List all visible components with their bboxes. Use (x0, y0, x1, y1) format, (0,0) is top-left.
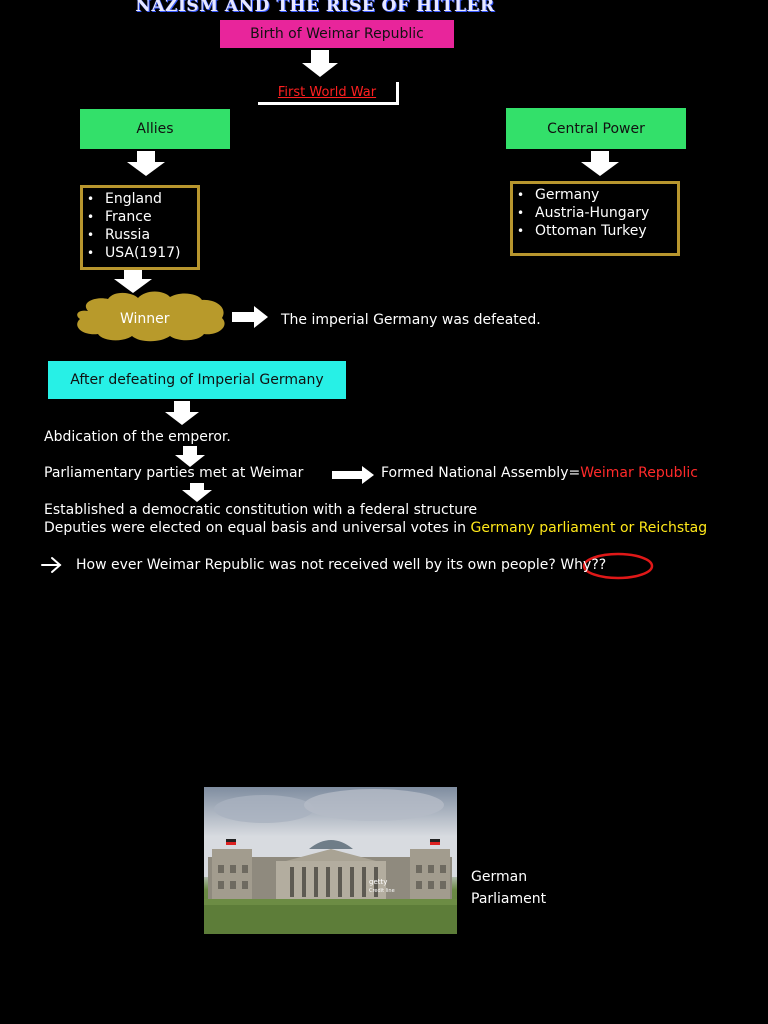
photo-caption (471, 866, 546, 910)
down-arrow-icon (581, 151, 619, 176)
reichstag-photo (204, 787, 457, 934)
caption-line: Parliament (471, 891, 547, 907)
right-arrow-icon (232, 306, 268, 328)
question-body: How ever Weimar Republic was not received well by its own people? (76, 557, 556, 573)
page-title: NAZISM AND THE RISE OF HITLER (135, 0, 495, 16)
down-arrow-icon (165, 401, 199, 425)
central-power-list (510, 181, 680, 256)
photo-watermark-credit: Credit line (369, 888, 395, 894)
assembly-text (381, 465, 698, 481)
right-thin-arrow-icon (42, 558, 60, 572)
list-item: • Germany (535, 186, 677, 204)
weimar-republic-highlight: Weimar Republic (580, 465, 699, 481)
after-defeat-box: After defeating of Imperial Germany (48, 361, 346, 399)
defeat-text: The imperial Germany was defeated. (281, 312, 541, 328)
list-item: • Austria-Hungary (535, 204, 677, 222)
down-arrow-icon (182, 483, 212, 502)
allies-box: Allies (80, 109, 230, 149)
deputies-text (44, 520, 707, 536)
constitution-text: Established a democratic constitution with a federal structure (44, 502, 478, 518)
list-item: • Ottoman Turkey (535, 222, 677, 240)
central-power-box: Central Power (506, 108, 686, 149)
down-arrow-icon (127, 151, 165, 176)
why-text: Why?? (560, 557, 607, 573)
reichstag-highlight: Germany parliament or Reichstag (470, 520, 708, 536)
down-arrow-icon (302, 50, 338, 77)
birth-weimar-box: Birth of Weimar Republic (220, 20, 454, 48)
parties-text: Parliamentary parties met at Weimar (44, 465, 304, 481)
down-arrow-icon (175, 446, 205, 467)
caption-line: German (471, 869, 528, 885)
list-item: • USA(1917) (105, 244, 197, 262)
right-arrow-icon (332, 466, 374, 484)
winner-label: Winner (120, 311, 170, 327)
down-arrow-icon (114, 268, 152, 293)
deputies-prefix: Deputies were elected on equal basis and universal votes in (44, 520, 471, 536)
list-item: • France (105, 208, 197, 226)
assembly-prefix: Formed National Assembly= (381, 465, 581, 481)
list-item: • Russia (105, 226, 197, 244)
first-world-war-label: First World War (258, 82, 399, 105)
reichstag-building-image (204, 787, 457, 934)
allies-list (80, 185, 200, 270)
photo-watermark: getty (369, 878, 388, 886)
list-item: • England (105, 190, 197, 208)
question-text (76, 557, 606, 573)
abdication-text: Abdication of the emperor. (44, 429, 231, 445)
